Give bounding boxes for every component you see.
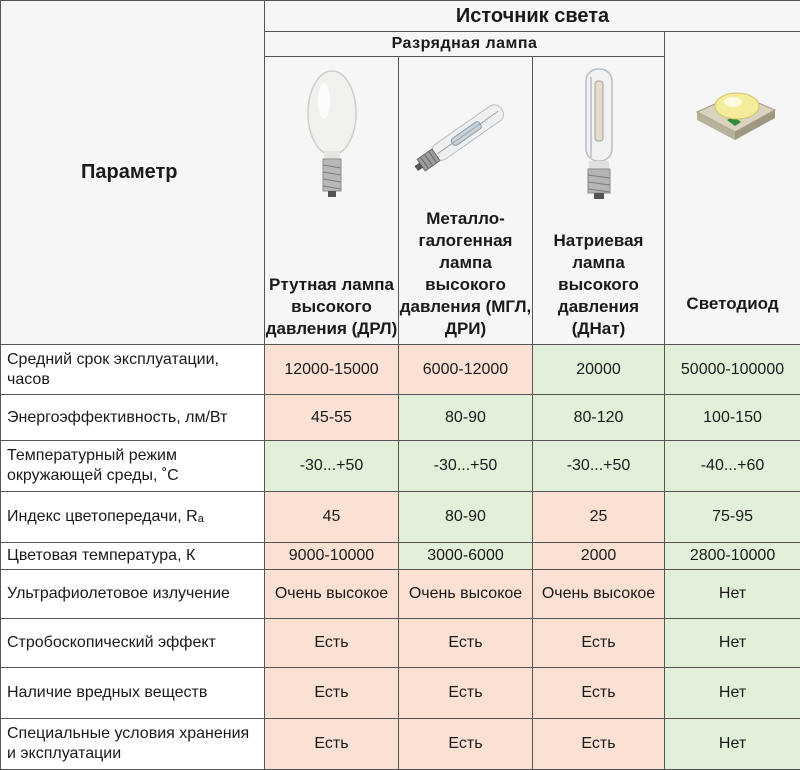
value-cell: -30...+50	[265, 441, 399, 492]
mercury-lamp-icon	[297, 65, 367, 205]
table-row	[1, 492, 800, 543]
source-header: Источник света	[265, 1, 800, 32]
value-cell: -30...+50	[399, 441, 533, 492]
table-row	[1, 441, 800, 492]
parameter-header: Параметр	[1, 1, 265, 345]
table-row	[1, 395, 800, 441]
value-cell: 80-120	[533, 395, 665, 441]
value-cell: 2000	[533, 543, 665, 570]
lamp-name-metal-halide: Металло-галогенная лампа высокого давления (МГЛ, ДРИ)	[399, 208, 532, 344]
value-cell: Есть	[533, 719, 665, 770]
row-parameter: Средний срок эксплуатации, часов	[1, 345, 265, 395]
value-cell: 20000	[533, 345, 665, 395]
value-cell: Нет	[665, 719, 800, 770]
value-cell: Нет	[665, 668, 800, 719]
row-parameter: Температурный режим окружающей среды, ˚С	[1, 441, 265, 492]
value-cell: 12000-15000	[265, 345, 399, 395]
value-cell: Есть	[533, 668, 665, 719]
table-row	[1, 345, 800, 395]
value-cell: 100-150	[665, 395, 800, 441]
lamp-name-mercury: Ртутная лампа высокого давления (ДРЛ)	[265, 274, 398, 344]
value-cell: -40...+60	[665, 441, 800, 492]
value-cell: Очень высокое	[533, 570, 665, 619]
value-cell: -30...+50	[533, 441, 665, 492]
value-cell: 50000-100000	[665, 345, 800, 395]
lamp-name-sodium: Натриевая лампа высокого давления (ДНат)	[533, 230, 664, 344]
lamp-header-sodium	[533, 57, 665, 345]
value-cell: 75-95	[665, 492, 800, 543]
row-parameter: Ультрафиолетовое излучение	[1, 570, 265, 619]
row-parameter: Стробоскопический эффект	[1, 619, 265, 668]
value-cell: Очень высокое	[265, 570, 399, 619]
value-cell: Есть	[399, 668, 533, 719]
value-cell: 25	[533, 492, 665, 543]
value-cell: 6000-12000	[399, 345, 533, 395]
value-cell: Есть	[265, 619, 399, 668]
value-cell: Есть	[399, 619, 533, 668]
sodium-lamp-icon	[569, 65, 629, 205]
value-cell: Есть	[399, 719, 533, 770]
table-row	[1, 570, 800, 619]
value-cell: 45	[265, 492, 399, 543]
value-cell: 45-55	[265, 395, 399, 441]
lamp-header-metal-halide	[399, 57, 533, 345]
value-cell: Нет	[665, 570, 800, 619]
row-parameter: Специальные условия хранения и эксплуатации	[1, 719, 265, 770]
value-cell: Есть	[265, 668, 399, 719]
row-parameter: Индекс цветопередачи, Rₐ	[1, 492, 265, 543]
value-cell: 80-90	[399, 492, 533, 543]
value-cell: Есть	[533, 619, 665, 668]
value-cell: Есть	[265, 719, 399, 770]
table-row	[1, 543, 800, 570]
lamp-header-mercury	[265, 57, 399, 345]
value-cell: 80-90	[399, 395, 533, 441]
value-cell: 2800-10000	[665, 543, 800, 570]
lamp-header-led	[665, 32, 800, 345]
row-parameter: Энергоэффективность, лм/Вт	[1, 395, 265, 441]
row-parameter: Наличие вредных веществ	[1, 668, 265, 719]
lamp-name-led: Светодиод	[686, 293, 778, 319]
value-cell: Нет	[665, 619, 800, 668]
table-row	[1, 668, 800, 719]
value-cell: 3000-6000	[399, 543, 533, 570]
value-cell: Очень высокое	[399, 570, 533, 619]
value-cell: 9000-10000	[265, 543, 399, 570]
table-row	[1, 719, 800, 770]
discharge-header: Разрядная лампа	[265, 32, 665, 57]
table-row	[1, 619, 800, 668]
row-parameter: Цветовая температура, К	[1, 543, 265, 570]
led-icon	[683, 40, 783, 180]
metal-halide-lamp-icon	[406, 65, 526, 205]
